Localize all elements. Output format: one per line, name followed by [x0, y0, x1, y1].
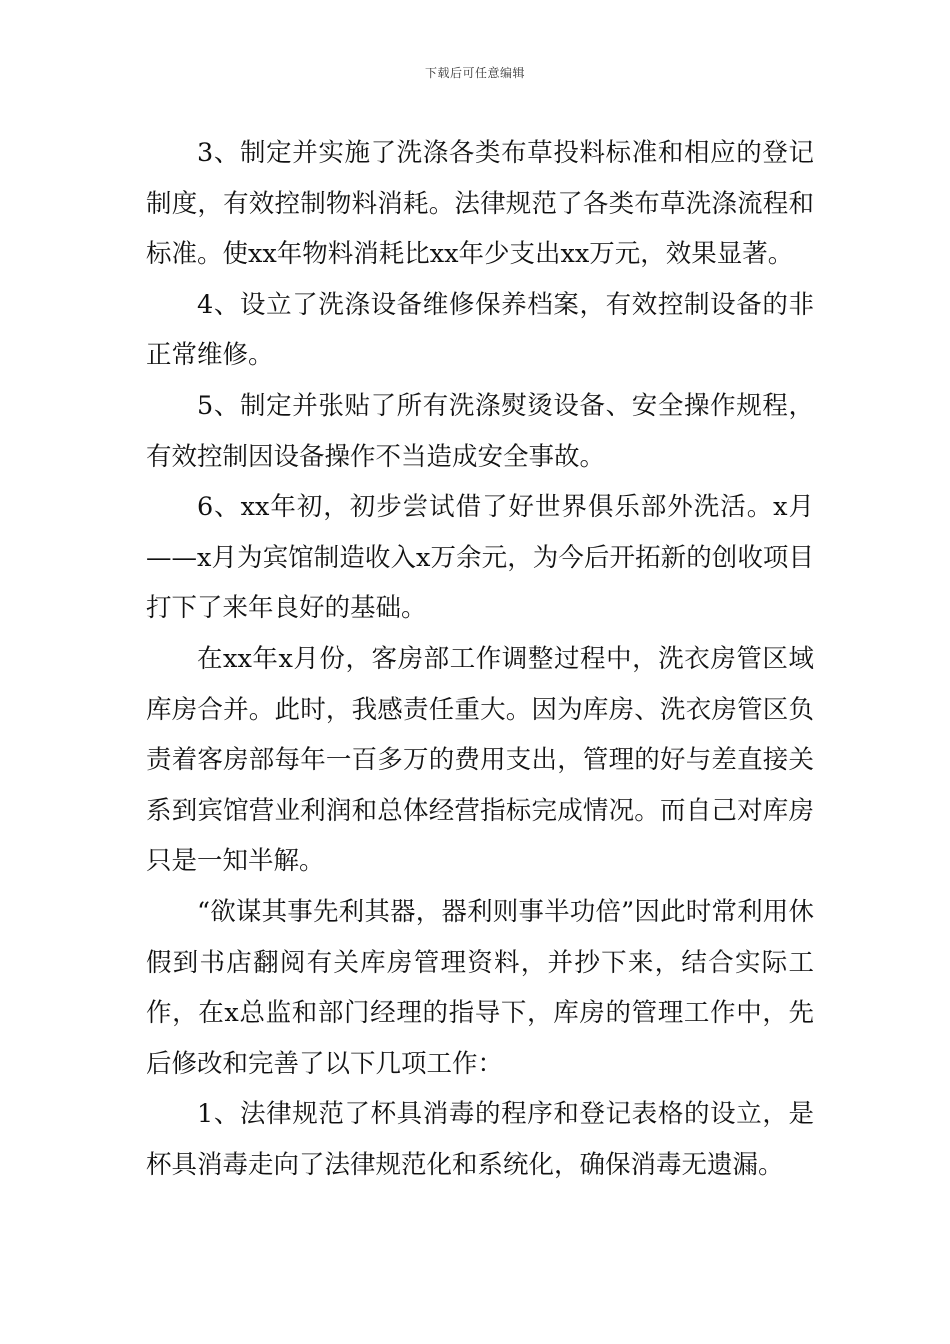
paragraph-item-3: 3、制定并实施了洗涤各类布草投料标准和相应的登记制度，有效控制物料消耗。法律规范了各类布草洗涤流程和标准。使xx年物料消耗比xx年少支出xx万元，效果显著。	[146, 138, 814, 270]
paragraph-item-6: 6、xx年初，初步尝试借了好世界俱乐部外洗活。x月——x月为宾馆制造收入x万余元，为今后开拓新的创收项目打下了来年良好的基础。	[146, 492, 814, 624]
paragraph-item-1: 1、法律规范了杯具消毒的程序和登记表格的设立，是杯具消毒走向了法律规范化和系统化，确保消毒无遗漏。	[146, 1099, 814, 1180]
document-body	[146, 128, 814, 1190]
paragraph-item-4: 4、设立了洗涤设备维修保养档案，有效控制设备的非正常维修。	[146, 289, 814, 371]
paragraph-item-5: 5、制定并张贴了所有洗涤熨烫设备、安全操作规程，有效控制因设备操作不当造成安全事故。	[146, 390, 814, 472]
page-header: 下载后可任意编辑	[424, 66, 525, 80]
paragraph-quote: “欲谋其事先利其器，器利则事半功倍”因此时常利用休假到书店翻阅有关库房管理资料，并抄下来，结合实际工作，在x总监和部门经理的指导下，库房的管理工作中，先后修改和完善了以下几项工作：	[146, 896, 814, 1079]
paragraph-storeroom-merge: 在xx年x月份，客房部工作调整过程中，洗衣房管区域库房合并。此时，我感责任重大。因为库房、洗衣房管区负责着客房部每年一百多万的费用支出，管理的好与差直接关系到宾馆营业利润和总体经营指标完成情况。而自己对库房只是一知半解。	[146, 643, 814, 877]
